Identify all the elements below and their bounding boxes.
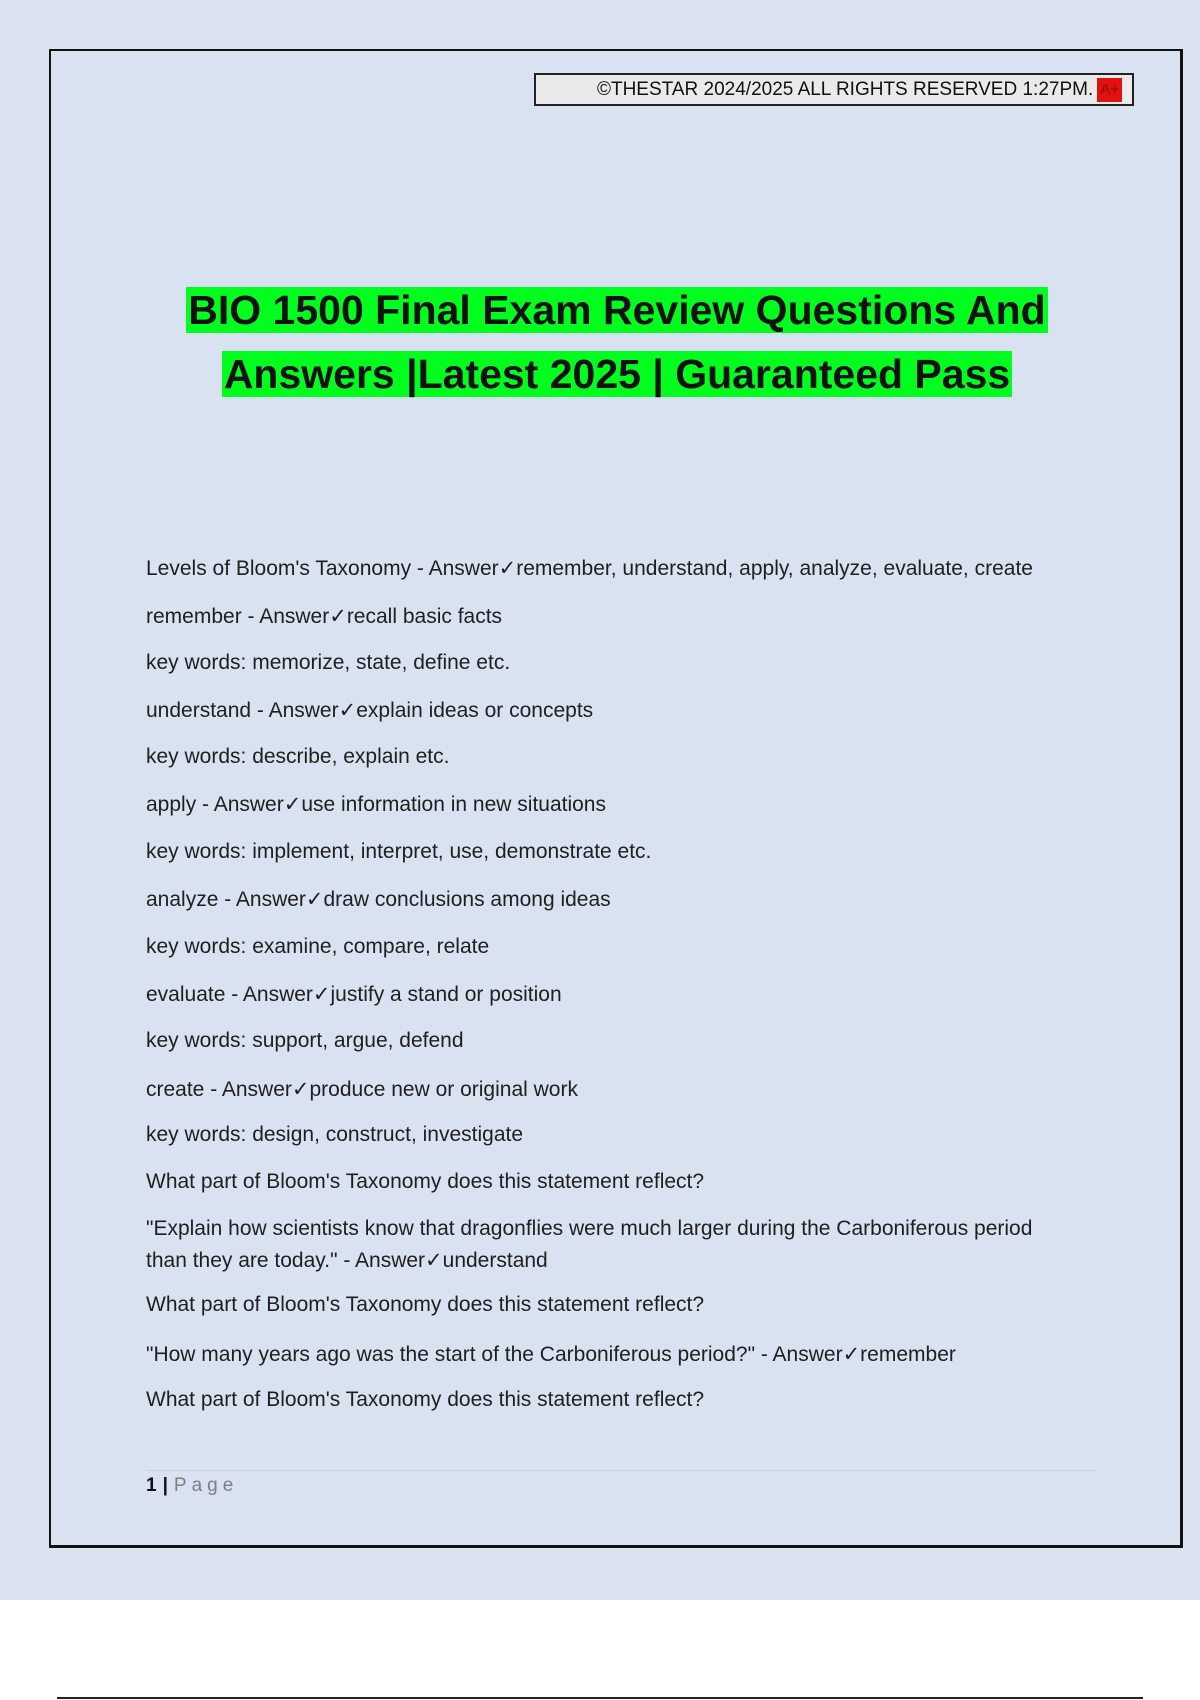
page-label: Page — [173, 1475, 239, 1496]
list-item: What part of Bloom's Taxonomy does this statement reflect? — [146, 1293, 705, 1316]
list-item: evaluate - Answer✓justify a stand or position — [146, 983, 562, 1006]
list-item: "Explain how scientists know that dragonflies were much larger during the Carboniferous period than they are today." - Answer✓understand — [146, 1217, 1033, 1272]
document-title — [0, 278, 1200, 406]
list-item: What part of Bloom's Taxonomy does this statement reflect? — [146, 1170, 705, 1193]
bottom-divider — [57, 1697, 1143, 1699]
list-item: key words: memorize, state, define etc. — [146, 651, 511, 674]
list-item: analyze - Answer✓draw conclusions among ideas — [146, 888, 611, 911]
title-line-2: Answers |Latest 2025 | Guaranteed Pass — [223, 351, 1011, 397]
title-line-1: BIO 1500 Final Exam Review Questions And — [188, 287, 1046, 333]
list-item: key words: examine, compare, relate — [146, 935, 490, 958]
list-item: key words: implement, interpret, use, demonstrate etc. — [146, 840, 652, 863]
list-item: key words: design, construct, investigate — [146, 1123, 524, 1146]
copyright-header — [534, 73, 1134, 106]
list-item: "How many years ago was the start of the Carboniferous period?" - Answer✓remember — [146, 1343, 956, 1366]
footer-separator: | — [162, 1475, 168, 1496]
grade-badge: A+ — [1097, 78, 1122, 102]
page-footer — [146, 1473, 238, 1499]
copyright-text: ©THESTAR 2024/2025 ALL RIGHTS RESERVED 1:27PM. — [596, 78, 1094, 100]
page-number: 1 — [146, 1475, 157, 1496]
list-item: understand - Answer✓explain ideas or concepts — [146, 699, 594, 722]
list-item: create - Answer✓produce new or original work — [146, 1078, 578, 1101]
footer-divider — [146, 1470, 1096, 1471]
list-item: What part of Bloom's Taxonomy does this statement reflect? — [146, 1388, 705, 1411]
list-item: remember - Answer✓recall basic facts — [146, 605, 503, 628]
list-item: apply - Answer✓use information in new situations — [146, 793, 606, 816]
list-item: key words: describe, explain etc. — [146, 745, 450, 768]
list-item: key words: support, argue, defend — [146, 1029, 464, 1052]
list-item: Levels of Bloom's Taxonomy - Answer✓remember, understand, apply, analyze, evaluate, create — [146, 557, 1033, 580]
